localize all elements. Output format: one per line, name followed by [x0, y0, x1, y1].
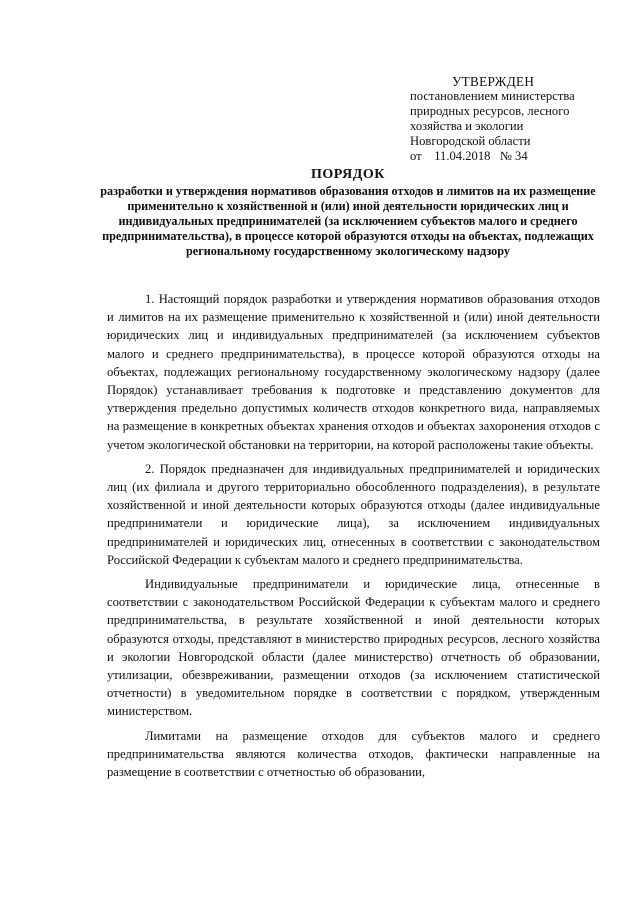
approval-line: природных ресурсов, лесного [410, 104, 570, 118]
approval-line: хозяйства и экологии [410, 119, 524, 133]
paragraph-2: 2. Порядок предназначен для индивидуальных предпринимателей и юридических лиц (их филиала и другого территориально обособленного подразделения), в результате хозяйственной и иной деятельности которых образуются отходы (далее индивидуальные предприниматели и юридические лица), за исключением индивидуальных предпринимателей и юридических лиц, отнесенных в соответствии с законодательством Российской Федерации к субъектам малого и среднего предпринимательства. [107, 461, 600, 567]
approval-line: постановлением министерства [410, 89, 575, 103]
paragraph-1: 1. Настоящий порядок разработки и утверждения нормативов образования отходов и лимитов на их размещение применительно к хозяйственной и (или) иной деятельности юридических лиц и индивидуальных предпринимателей (за исключением субъектов малого и среднего предпринимательства), в процессе которой образуются отходы на объектах, подлежащих региональному государственному экологическому надзору (далее Порядок) устанавливает требования к подготовке и представлению документов для утверждения предельно допустимых количеств отходов конкретного вида, направляемых на размещение в конкретных объектах хранения отходов и объектах захоронения отходов с учетом экологической обстановки на территории, на которой расположены такие объекты. [107, 292, 600, 452]
paragraph-4: Лимитами на размещение отходов для субъектов малого и среднего предпринимательства являются количества отходов, фактически направленные на размещение в соответствии с отчетностью об образовании, [107, 728, 600, 780]
document-subtitle: разработки и утверждения нормативов образования отходов и лимитов на их размещение применительно к хозяйственной и (или) иной деятельности юридических лиц и индивидуальных предпринимателей (за исключением субъектов малого и среднего предпринимательства), в процессе которой образуются отходы на объектах, подлежащих региональному государственному экологическому надзору [100, 184, 596, 258]
document-title-block [88, 166, 608, 259]
approval-stamp [410, 74, 635, 164]
document-title: ПОРЯДОК [311, 167, 385, 182]
approval-date-number: от 11.04.2018 № 34 [410, 149, 528, 163]
approval-heading: УТВЕРЖДЕН [452, 74, 535, 89]
document-body [107, 290, 600, 787]
paragraph-3: Индивидуальные предприниматели и юридические лица, отнесенные в соответствии с законодательством Российской Федерации к субъектам малого и среднего предпринимательства, в результате хозяйственной и иной деятельности которых образуются отходы, представляют в министерство природных ресурсов, лесного хозяйства и экологии Новгородской области (далее министерство) отчетность об образовании, утилизации, обезвреживании, размещении отходов (за исключением статистической отчетности) в уведомительном порядке в соответствии с порядком, утвержденным министерством. [107, 577, 600, 719]
approval-line: Новгородской области [410, 134, 531, 148]
